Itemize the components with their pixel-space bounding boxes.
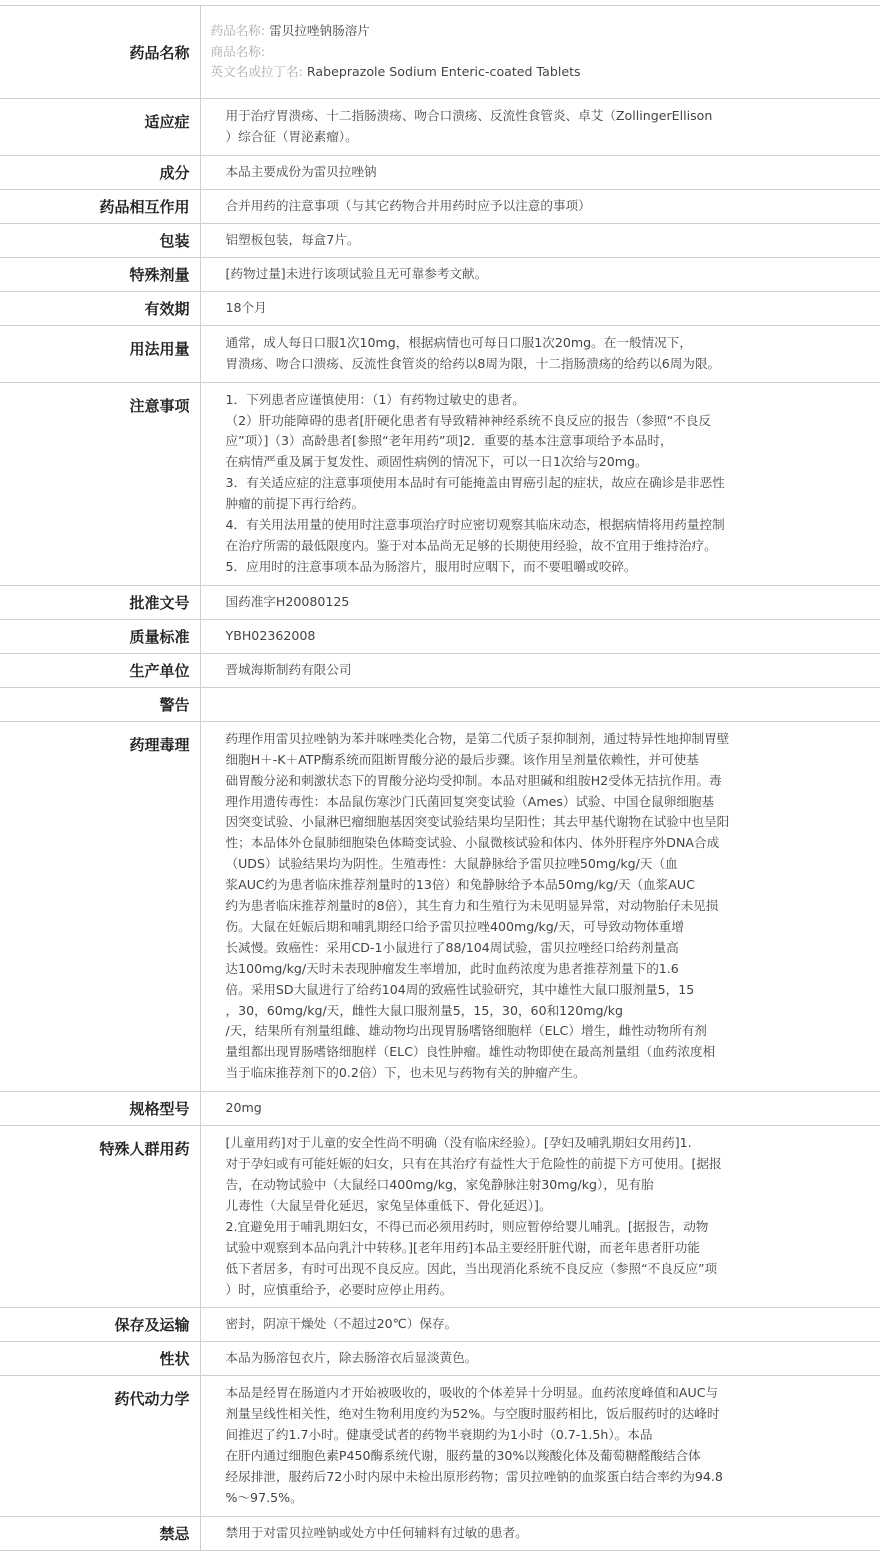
value-line: （UDS）试验结果均为阴性。生殖毒性：大鼠静脉给予雷贝拉唑50mg/kg/天（血 (225, 856, 678, 872)
row-label: 质量标准 (0, 619, 200, 653)
value-line: 细胞H＋-K＋ATP酶系统而阻断胃酸分泌的最后步骤。该作用呈剂量依赖性，并可使基 (225, 751, 699, 767)
value-line: [儿童用药]对于儿童的安全性尚不明确（没有临床经验）。[孕妇及哺乳期妇女用药]1. (225, 1135, 692, 1151)
value-line: 通常，成人每日口服1次10mg，根据病情也可每日口服1次20mg。在一般情况下， (225, 334, 692, 350)
value-line: 长减慢。致癌性：采用CD-1小鼠进行了88/104周试验，雷贝拉唑经口给药剂量高 (225, 939, 679, 955)
spec-row (0, 585, 880, 619)
drug-name-cell (200, 6, 880, 99)
row-value (200, 1516, 880, 1550)
value-line: 低下者居多，有时可出现不良反应。因此，当出现消化系统不良反应（参照“不良反应”项 (225, 1260, 718, 1276)
spec-row (0, 1376, 880, 1516)
value-line: 当于临床推荐剂下的0.2倍）下，也未见与药物有关的肿瘤产生。 (225, 1065, 586, 1081)
row-label: 保存及运输 (0, 1308, 200, 1342)
spec-row (0, 721, 880, 1091)
english-name-label: 英文名或拉丁名: (210, 64, 303, 80)
generic-name-label: 药品名称: (210, 22, 266, 38)
value-line: 因突变试验、小鼠淋巴瘤细胞基因突变试验结果均呈阳性；其去甲基代谢物在试验中也呈阳 (225, 814, 730, 830)
spec-row (0, 619, 880, 653)
value-line: 倍。采用SD大鼠进行了给药104周的致癌性试验研究，其中雄性大鼠口服剂量5，15 (225, 981, 695, 997)
value-line: ）综合征（胃泌素瘤）。 (225, 128, 358, 144)
value-line: 在肝内通过细胞色素P450酶系统代谢，服药量的30%以羧酸化体及葡萄糖醛酸结合体 (225, 1448, 701, 1464)
value-line: ，30，60mg/kg/天，雌性大鼠口服剂量5，15，30，60和120mg/kg (225, 1002, 624, 1018)
spec-row (0, 653, 880, 687)
value-line: 晋城海斯制药有限公司 (225, 661, 352, 677)
value-line: 性；本品体外仓鼠肺细胞染色体畸变试验、小鼠微核试验和体内、体外肝程序外DNA合成 (225, 835, 720, 851)
row-value (200, 1376, 880, 1516)
value-line: 1．下列患者应谨慎使用：（1）有药物过敏史的患者。 (225, 391, 525, 407)
row-label: 注意事项 (0, 382, 200, 585)
generic-name-value: 雷贝拉唑钠肠溶片 (269, 22, 370, 38)
spec-row (0, 1516, 880, 1550)
value-line: 药理作用雷贝拉唑钠为苯并咪唑类化合物，是第二代质子泵抑制剂，通过特异性地抑制胃壁 (225, 730, 730, 746)
row-value (200, 189, 880, 223)
value-line: 禁用于对雷贝拉唑钠或处方中任何辅料有过敏的患者。 (225, 1524, 528, 1540)
value-line: YBH02362008 (225, 627, 316, 643)
row-label: 包装 (0, 223, 200, 257)
row-value (200, 687, 880, 721)
row-value (200, 619, 880, 653)
value-line: （2）肝功能障碍的患者[肝硬化患者有导致精神神经系统不良反应的报告（参照“不良反 (225, 412, 711, 428)
spec-row (0, 189, 880, 223)
row-value (200, 291, 880, 325)
row-label: 批准文号 (0, 585, 200, 619)
value-line: 浆AUC约为患者临床推荐剂量时的13倍）和兔静脉给予本品50mg/kg/天（血浆AUC (225, 877, 695, 893)
value-line: 伤。大鼠在妊娠后期和哺乳期经口给予雷贝拉唑400mg/kg/天，可导致动物体重增 (225, 918, 684, 934)
value-line: 达100mg/kg/天时未表现肿瘤发生率增加，此时血药浓度为患者推荐剂量下的1.6 (225, 960, 679, 976)
value-line: 间推迟了约1.7小时。健康受试者的药物半衰期约为1小时（0.7-1.5h）。本品 (225, 1427, 653, 1443)
row-label: 用法用量 (0, 325, 200, 382)
row-value (200, 1342, 880, 1376)
row-value (200, 325, 880, 382)
value-line: 肿瘤的前提下再行给药。 (225, 496, 365, 512)
spec-row (0, 382, 880, 585)
value-line: 理作用遗传毒性：本品鼠伤寒沙门氏菌回复突变试验（Ames）试验、中国仓鼠卵细胞基 (225, 793, 715, 809)
value-line: 胃溃疡、吻合口溃疡、反流性食管炎的给药以8周为限，十二指肠溃疡的给药以6周为限。 (225, 355, 721, 371)
value-line: 剂量呈线性相关性，绝对生物利用度约为52%。与空腹时服药相比，饭后服药时的达峰时 (225, 1406, 720, 1422)
spec-row (0, 291, 880, 325)
spec-row (0, 99, 880, 156)
spec-row (0, 1126, 880, 1308)
spec-row (0, 687, 880, 721)
row-value (200, 1308, 880, 1342)
row-value (200, 257, 880, 291)
value-line: 量组都出现胃肠嗜铬细胞样（ELC）良性肿瘤。雄性动物即使在最高剂量组（血药浓度相 (225, 1044, 716, 1060)
spec-row (0, 1092, 880, 1126)
row-label: 成分 (0, 155, 200, 189)
row-label: 药品相互作用 (0, 189, 200, 223)
row-label: 药代动力学 (0, 1376, 200, 1516)
row-value (200, 1092, 880, 1126)
row-label: 性状 (0, 1342, 200, 1376)
row-label: 适应症 (0, 99, 200, 156)
value-line: 告，在动物试验中（大鼠经口400mg/kg，家兔静脉注射30mg/kg），见有胎 (225, 1177, 654, 1192)
row-label: 药理毒理 (0, 721, 200, 1091)
row-value (200, 382, 880, 585)
drug-spec-table (0, 5, 880, 1551)
row-value (200, 99, 880, 156)
value-line: 础胃酸分泌和刺激状态下的胃酸分泌均受抑制。本品对胆碱和组胺H2受体无拮抗作用。毒 (225, 772, 722, 788)
row-label: 特殊人群用药 (0, 1126, 200, 1308)
value-line: 3．有关适应症的注意事项使用本品时有可能掩盖由胃癌引起的症状，故应在确诊是非恶性 (225, 475, 725, 491)
value-line: /天，结果所有剂量组雌、雄动物均出现胃肠嗜铬细胞样（ELC）增生，雌性动物所有剂 (225, 1023, 707, 1039)
value-line: 试验中观察到本品向乳汁中转移。][老年用药]本品主要经肝脏代谢，而老年患者肝功能 (225, 1239, 700, 1255)
trade-name-label: 商品名称: (210, 43, 266, 59)
row-label: 禁忌 (0, 1516, 200, 1550)
value-line: 本品是经胃在肠道内才开始被吸收的，吸收的个体差异十分明显。血药浓度峰值和AUC与 (225, 1385, 719, 1401)
value-line: 对于孕妇或有可能妊娠的妇女，只有在其治疗有益性大于危险性的前提下方可使用。[据报 (225, 1156, 722, 1172)
value-line: 铝塑板包装，每盒7片。 (225, 231, 360, 247)
row-value (200, 721, 880, 1091)
row-value (200, 155, 880, 189)
value-line: 合并用药的注意事项（与其它药物合并用药时应予以注意的事项） (225, 197, 591, 213)
value-line: 儿毒性（大鼠呈骨化延迟，家兔呈体重低下、骨化延迟）]。 (225, 1197, 552, 1213)
value-line: 4．有关用法用量的使用时注意事项治疗时应密切观察其临床动态，根据病情将用药量控制 (225, 517, 725, 533)
value-line: 用于治疗胃溃疡、十二指肠溃疡、吻合口溃疡、反流性食管炎、卓艾（ZollingerEllison (225, 108, 713, 123)
row-value (200, 585, 880, 619)
row-label: 规格型号 (0, 1092, 200, 1126)
value-line: 20mg (225, 1100, 262, 1116)
value-line: %～97.5%。 (225, 1489, 303, 1505)
value-line: 约为患者临床推荐剂量时的8倍），其生育力和生殖行为未见明显异常，对动物胎仔未见损 (225, 898, 719, 914)
value-line: 应”项）]（3）高龄患者[参照“老年用药”项]2．重要的基本注意事项给予本品时， (225, 433, 673, 449)
value-line: 国药准字H20080125 (225, 593, 350, 609)
value-line: 经尿排泄，服药后72小时内尿中未检出原形药物；雷贝拉唑钠的血浆蛋白结合率约为94.8 (225, 1469, 723, 1485)
value-line: 2.宜避免用于哺乳期妇女，不得已而必须用药时，则应暂停给婴儿哺乳。[据报告，动物 (225, 1218, 709, 1234)
spec-row (0, 325, 880, 382)
value-line: 18个月 (225, 299, 267, 315)
spec-row (0, 1308, 880, 1342)
row-value (200, 223, 880, 257)
row-value (200, 653, 880, 687)
value-line: [药物过量]未进行该项试验且无可靠参考文献。 (225, 265, 488, 281)
row-drug-name (0, 6, 880, 99)
value-line: 密封，阴凉干燥处（不超过20℃）保存。 (225, 1316, 458, 1332)
spec-row (0, 1342, 880, 1376)
row-label: 药品名称 (0, 6, 200, 99)
spec-row (0, 257, 880, 291)
row-label: 警告 (0, 687, 200, 721)
row-label: 生产单位 (0, 653, 200, 687)
row-label: 有效期 (0, 291, 200, 325)
spec-row (0, 223, 880, 257)
value-line: 本品为肠溶包衣片，除去肠溶衣后显淡黄色。 (225, 1350, 478, 1366)
value-line: 在治疗所需的最低限度内。鉴于对本品尚无足够的长期使用经验，故不宜用于维持治疗。 (225, 537, 717, 553)
value-line: 在病情严重及属于复发性、顽固性病例的情况下，可以一日1次给与20mg。 (225, 454, 648, 470)
value-line: 5．应用时的注意事项本品为肠溶片，服用时应咽下，而不要咀嚼或咬碎。 (225, 558, 637, 574)
row-label: 特殊剂量 (0, 257, 200, 291)
row-value (200, 1126, 880, 1308)
english-name-value: Rabeprazole Sodium Enteric-coated Tablets (306, 64, 581, 80)
value-line: ）时，应慎重给予，必要时应停止用药。 (225, 1281, 453, 1297)
value-line: 本品主要成份为雷贝拉唑钠 (225, 163, 377, 179)
spec-row (0, 155, 880, 189)
